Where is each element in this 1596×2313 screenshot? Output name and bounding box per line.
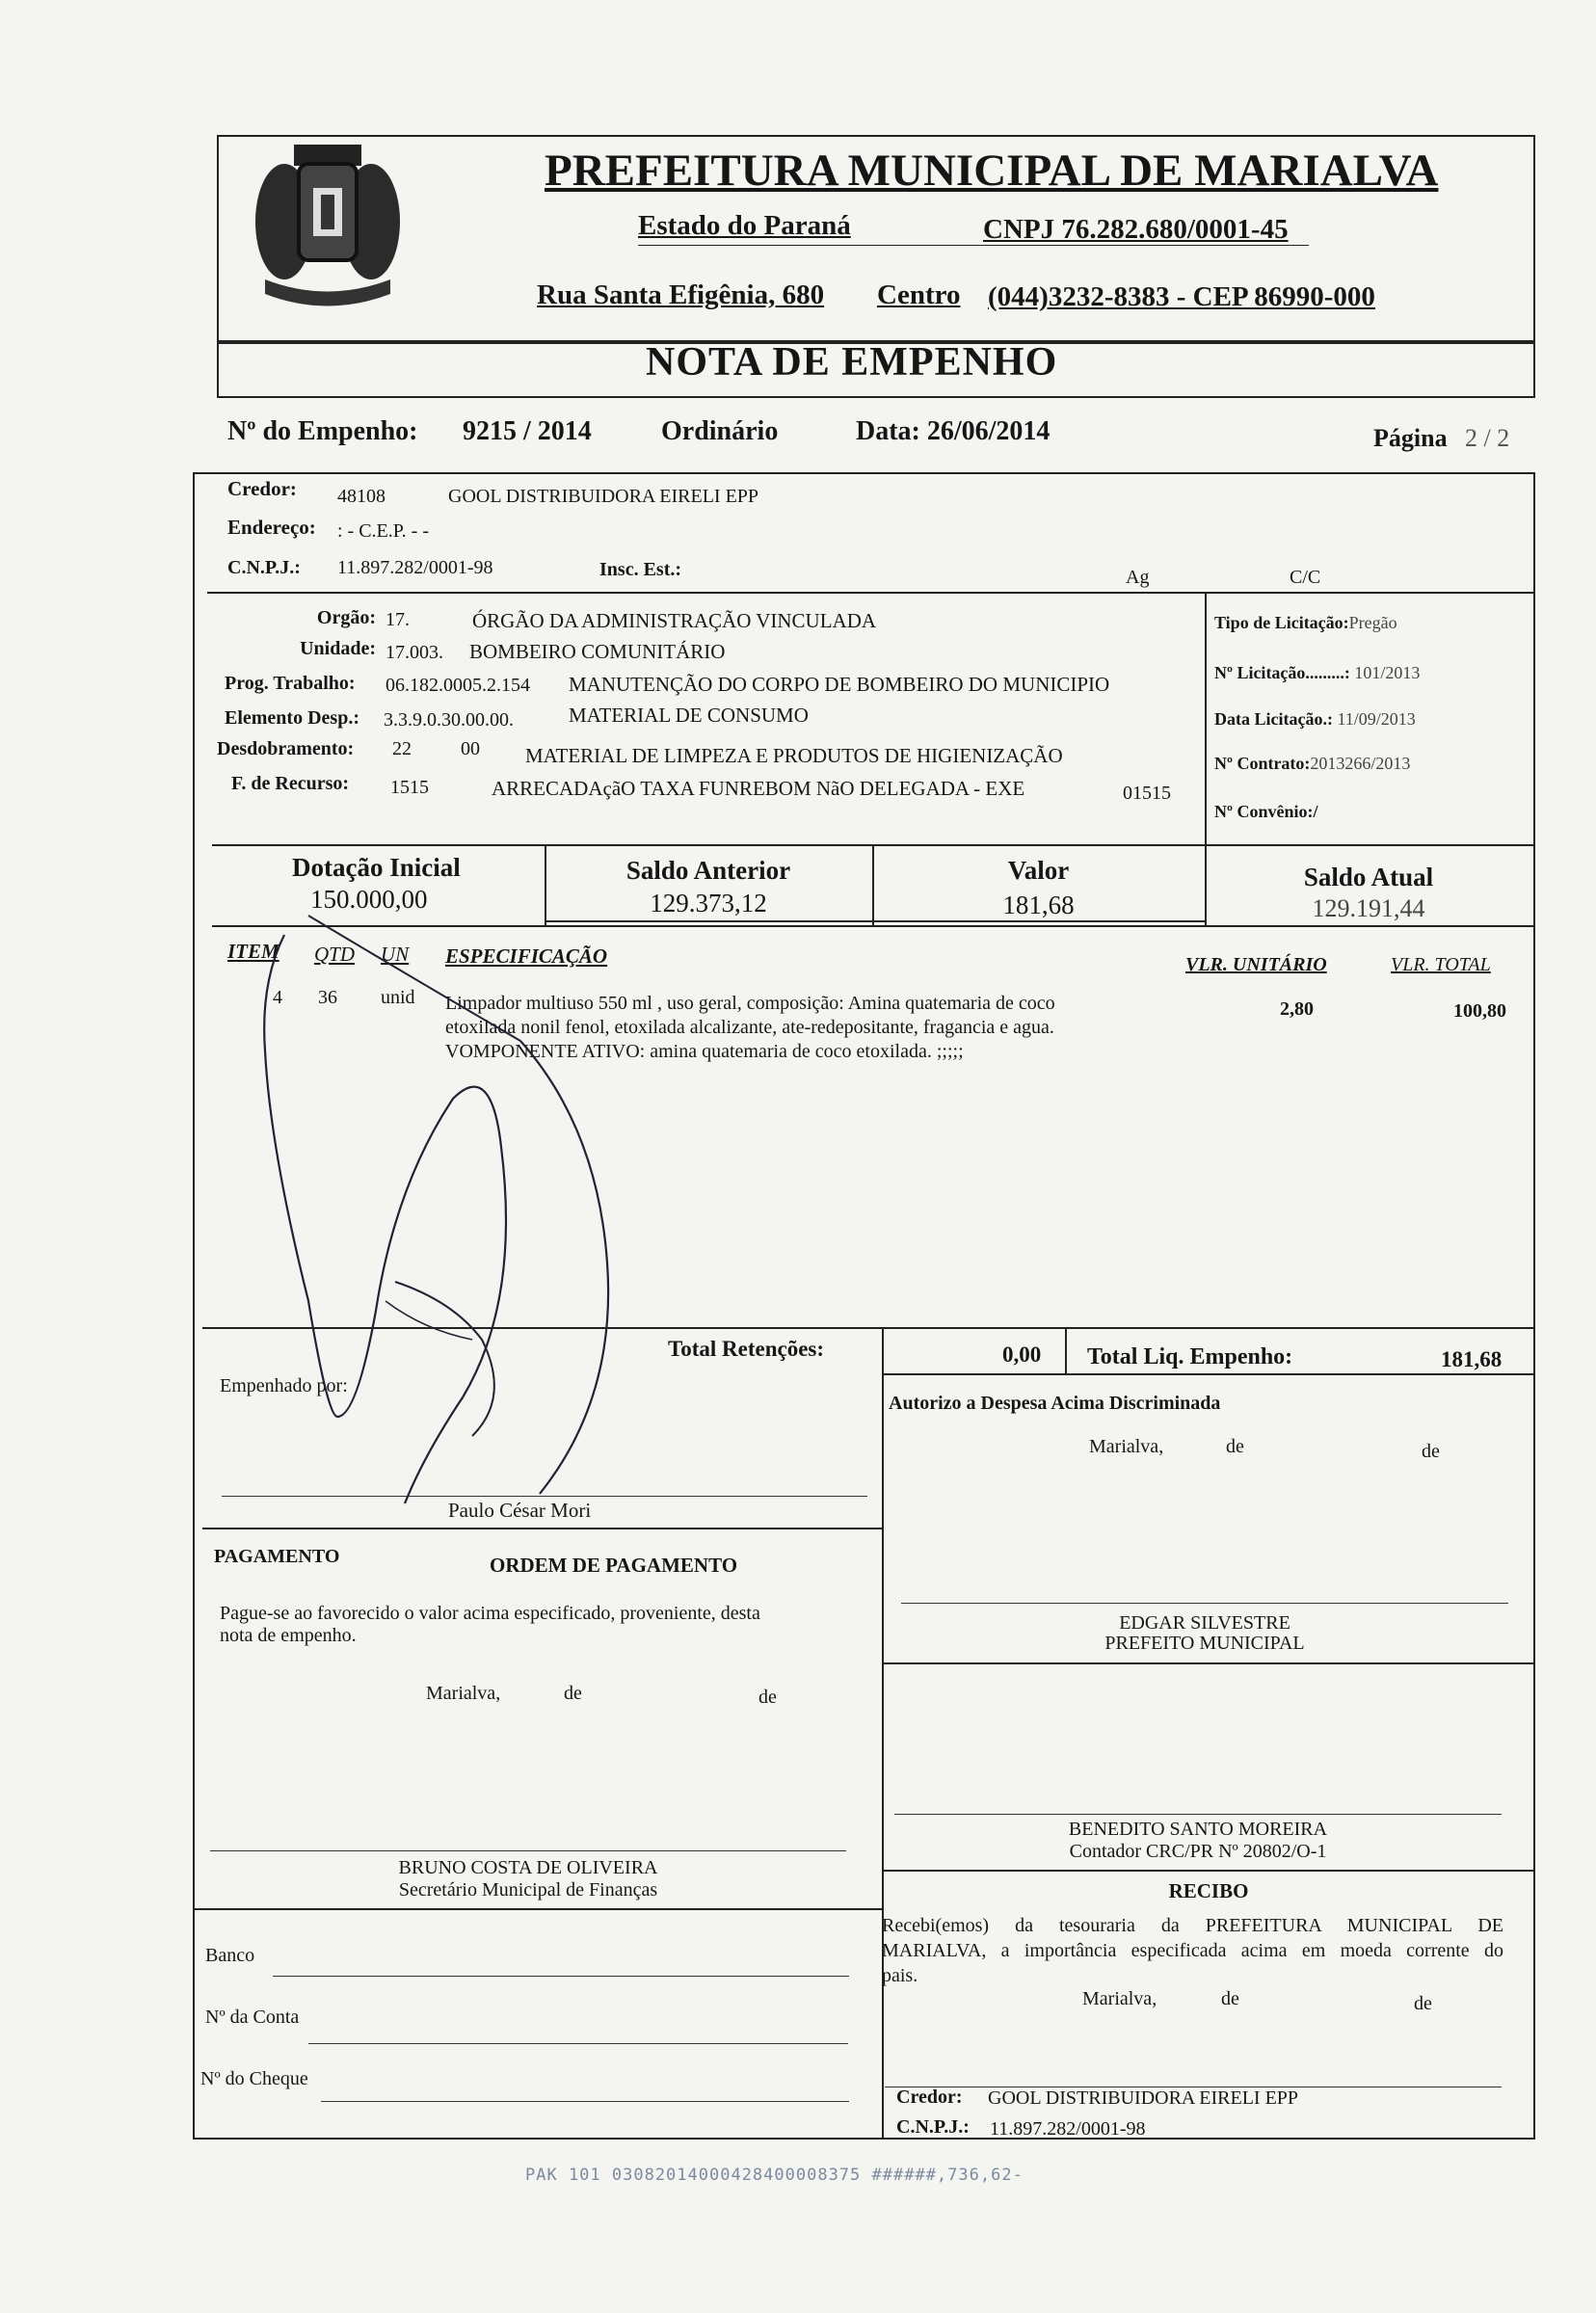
desdobramento-label: Desdobramento: [217,738,355,759]
recibo-cnpj-value: 11.897.282/0001-98 [990,2118,1146,2140]
desdobramento-code1: 22 [392,738,412,759]
secretario-divider [193,1908,882,1910]
prefeito-signature-line [901,1603,1508,1604]
secretario-signature-line [210,1850,846,1851]
secretario-title: Secretário Municipal de Finanças [398,1879,658,1901]
prog-trabalho-label: Prog. Trabalho: [225,673,356,694]
pagamento-text-1: Pague-se ao favorecido o valor acima especificado, proveniente, desta [220,1603,760,1624]
empenhado-signer: Paulo César Mori [448,1499,592,1522]
unidade-name: BOMBEIRO COMUNITÁRIO [469,640,726,663]
address-label: Rua Santa Efigênia, 680 [537,279,825,310]
recibo-text-1 [882,1913,1503,1988]
convenio-label: Nº Convênio:/ [1214,802,1318,821]
total-liq-value: 181,68 [1441,1347,1503,1371]
autorizo-divider [882,1662,1535,1664]
pagamento-text-2: nota de empenho. [220,1625,357,1646]
prefeito-title: PREFEITO MUNICIPAL [1104,1633,1305,1654]
tipo-licitacao-value: Pregão [1348,613,1397,632]
elemento-desp-name: MATERIAL DE CONSUMO [569,704,809,727]
credor-divider [207,592,1535,594]
item-total-value: 100,80 [1453,1000,1506,1022]
banco-input-line[interactable] [273,1976,849,1977]
col-qtd-header: QTD [314,943,356,966]
contrato-value: 2013266/2013 [1310,754,1411,773]
dotacao-label: Dotação Inicial [292,853,461,882]
recibo-label: RECIBO [1168,1879,1249,1902]
recibo-credor-name: GOOL DISTRIBUIDORA EIRELI EPP [988,2087,1299,2109]
item-qtd: 36 [318,987,337,1008]
empenho-number-label: Nº do Empenho: [227,416,418,446]
licitacao-divider [1205,592,1207,852]
contador-name: BENEDITO SANTO MOREIRA [1068,1819,1328,1840]
district-label: Centro [877,279,961,310]
cc-label: C/C [1290,567,1321,588]
empenhado-label: Empenhado por: [220,1375,348,1396]
empenho-date: Data: 26/06/2014 [856,416,1051,446]
credor-code: 48108 [337,486,386,507]
num-licitacao-value: 101/2013 [1354,663,1421,682]
coat-of-arms-logo [246,135,410,313]
footer-code: PAK 101 03082014000428400008375 ######,736,62- [525,2166,1024,2185]
page-title: PREFEITURA MUNICIPAL DE MARIALVA [545,146,1439,196]
item-number: 4 [273,987,282,1008]
autorizo-label: Autorizo a Despesa Acima Discriminada [889,1393,1221,1414]
totals-divider-1 [882,1327,884,1373]
totals-divider-2 [1065,1327,1067,1373]
orgao-code: 17. [386,609,410,630]
page-number-label: Página [1373,424,1448,452]
recibo-line-3: pais. [882,1965,918,1986]
valor-value: 181,68 [1002,891,1075,919]
data-licitacao-value: 11/09/2013 [1337,709,1416,729]
saldo-atual-label: Saldo Atual [1303,863,1434,891]
cnpj-credor-label: C.N.P.J.: [227,557,301,578]
num-licitacao-label: Nº Licitação.........: 101/2013 [1214,663,1421,682]
credor-label: Credor: [227,477,297,500]
contrato-label: Nº Contrato:2013266/2013 [1214,754,1411,773]
autorizo-de1: de [1226,1436,1244,1457]
saldo-anterior-label: Saldo Anterior [625,856,791,885]
recurso-name: ARRECADAçãO TAXA FUNREBOM NãO DELEGADA - EXE [492,777,1025,800]
ag-label: Ag [1126,567,1150,588]
pagamento-place: Marialva, [426,1683,501,1704]
prog-trabalho-code: 06.182.0005.2.154 [386,675,530,696]
cheque-label: Nº do Cheque [200,2068,308,2089]
col-item-header: ITEM [227,940,279,963]
totals-bottom-divider [882,1373,1535,1375]
tipo-licitacao-label: Tipo de Licitação:Pregão [1214,613,1397,632]
prog-trabalho-name: MANUTENÇÃO DO CORPO DE BOMBEIRO DO MUNICIPIO [569,673,1110,696]
col-espec-header: ESPECIFICAÇÃO [445,944,608,968]
orgao-name: ÓRGÃO DA ADMINISTRAÇÃO VINCULADA [472,609,877,632]
empenhado-divider [202,1528,882,1529]
recurso-code: 1515 [390,777,429,798]
recibo-de1: de [1221,1988,1239,2009]
item-spec-line1: Limpador multiuso 550 ml , uso geral, composição: Amina quatemaria de coco [445,993,1055,1014]
contador-title: Contador CRC/PR Nº 20802/O-1 [1069,1841,1327,1862]
col-vlr-unit-header: VLR. UNITÁRIO [1185,954,1327,975]
cnpj-credor-value: 11.897.282/0001-98 [337,557,493,578]
cheque-input-line[interactable] [321,2101,849,2102]
valor-label: Valor [1007,856,1070,885]
orgao-label: Orgão: [316,607,376,628]
saldo-atual-value: 129.191,44 [1312,894,1425,922]
recibo-cnpj-label: C.N.P.J.: [896,2116,970,2138]
total-retencoes-value: 0,00 [1002,1343,1042,1367]
saldo-anterior-value: 129.373,12 [650,889,767,917]
recibo-credor-label: Credor: [896,2087,963,2108]
handwritten-signature [231,896,694,1523]
state-underline [638,245,1309,246]
total-liq-label: Total Liq. Empenho: [1087,1344,1293,1369]
secretario-name: BRUNO COSTA DE OLIVEIRA [398,1857,658,1878]
elemento-desp-label: Elemento Desp.: [225,707,359,729]
cnpj-label: CNPJ 76.282.680/0001-45 [983,214,1289,245]
doc-title: NOTA DE EMPENHO [646,340,1058,385]
credor-name: GOOL DISTRIBUIDORA EIRELI EPP [448,486,759,507]
pagamento-de2: de [758,1687,777,1708]
prefeito-name: EDGAR SILVESTRE [1119,1612,1290,1634]
item-unit-value: 2,80 [1280,998,1314,1020]
recibo-de2: de [1414,1993,1432,2014]
bottom-center-divider [882,1373,884,2140]
ordem-pagamento-label: ORDEM DE PAGAMENTO [490,1554,738,1577]
empenho-number: 9215 / 2014 [463,416,592,446]
total-retencoes-label: Total Retenções: [668,1337,825,1361]
page-number: 2 / 2 [1465,424,1510,452]
autorizo-place: Marialva, [1089,1436,1164,1457]
col-un-header: UN [381,943,410,966]
empenho-type: Ordinário [661,416,779,446]
contador-signature-line [894,1814,1502,1815]
item-spec-line3: VOMPONENTE ATIVO: amina quatemaria de coco etoxilada. ;;;;; [445,1041,964,1062]
banco-label: Banco [205,1945,255,1966]
elemento-desp-code: 3.3.9.0.30.00.00. [384,709,514,731]
endereco-value: : - C.E.P. - - [337,520,429,542]
recibo-line-1: Recebi(emos) da tesouraria da PREFEITURA MUNICIPAL DE [882,1915,1503,1936]
desdobramento-code2: 00 [461,738,480,759]
col-vlr-total-header: VLR. TOTAL [1391,954,1491,975]
conta-input-line[interactable] [308,2043,848,2044]
conta-label: Nº da Conta [205,2007,300,2028]
desdobramento-name: MATERIAL DE LIMPEZA E PRODUTOS DE HIGIENIZAÇÃO [525,744,1063,767]
insc-est-label: Insc. Est.: [599,559,682,580]
item-spec-line2: etoxilada nonil fenol, etoxilada alcalizante, ate-redepositante, fragancia e agua. [445,1017,1054,1038]
unidade-label: Unidade: [300,638,376,659]
recibo-place: Marialva, [1082,1988,1157,2009]
item-un: unid [381,987,415,1008]
pagamento-de1: de [564,1683,582,1704]
contador-divider [882,1870,1535,1872]
recibo-line-2: MARIALVA, a importância especificada acima em moeda corrente do [882,1940,1503,1961]
autorizo-de2: de [1422,1441,1440,1462]
state-label: Estado do Paraná [638,210,851,241]
unidade-code: 17.003. [386,642,443,663]
endereco-label: Endereço: [227,516,316,539]
recurso-label: F. de Recurso: [231,773,350,794]
recurso-code2: 01515 [1123,783,1171,804]
phone-cep-label: (044)3232-8383 - CEP 86990-000 [988,281,1375,312]
pagamento-label: PAGAMENTO [214,1546,340,1567]
dotacao-value: 150.000,00 [310,885,428,914]
data-licitacao-label: Data Licitação.: 11/09/2013 [1214,709,1416,729]
